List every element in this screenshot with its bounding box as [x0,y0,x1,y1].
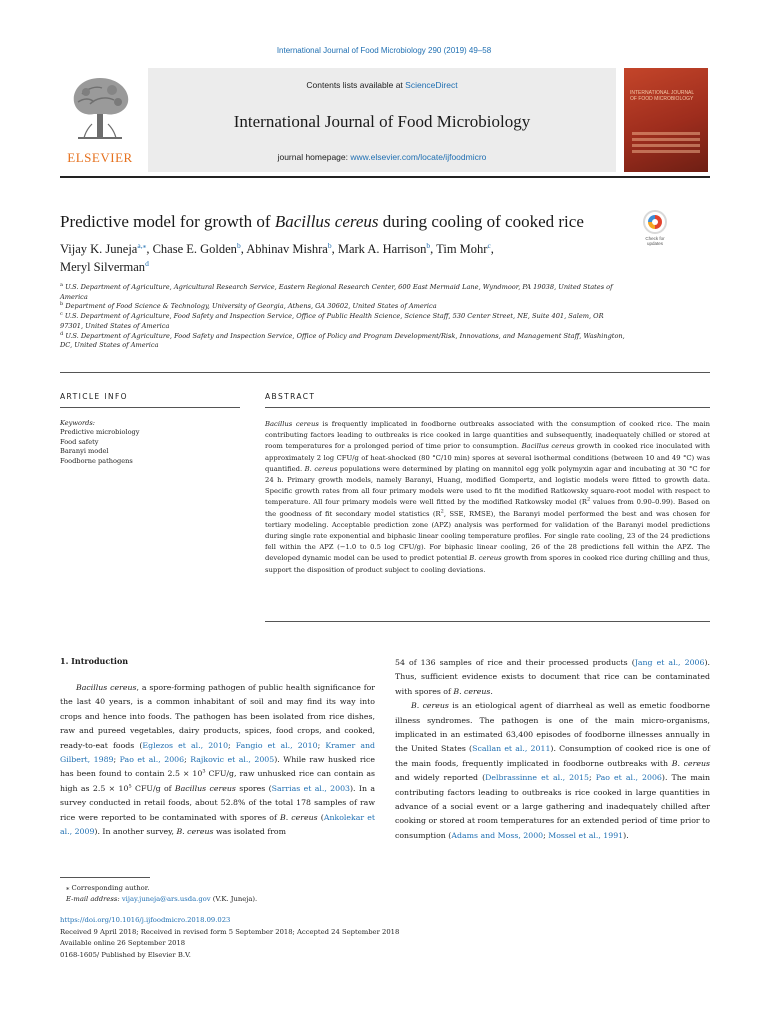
citation-link[interactable]: Pao et al., 2006 [595,773,662,783]
body-superscript: 3 [202,768,206,775]
body-span: ; [184,755,191,765]
article-info-heading: ARTICLE INFO [60,392,128,401]
author-name[interactable]: Mark A. Harrison [337,242,427,256]
abstract-span: growth in cooked rice inoculated with approximately 2 log CFU/g of heat-shocked (80 °C/10 min) spores at several isothermal conditions (between 10 and 49 °C) was quantified. [265,442,710,473]
received-dates: Received 9 April 2018; Received in revised form 5 September 2018; Accepted 24 September 2018 [60,927,400,936]
abstract-span: growth from spores in cooked rice during chilling and thus, support the disposition of product subject to cooling deviations. [265,554,710,574]
homepage-prefix: journal homepage: [277,152,351,162]
author-affiliation-mark[interactable]: c [487,240,491,250]
abstract-span: values from 0.90–0.99). Based on the goodness of fit secondary model statistics (R [265,498,710,518]
author-separator: , [331,242,338,256]
citation-link[interactable]: Adams and Moss, 2000 [451,830,544,840]
abstract-span: is frequently implicated in foodborne outbreaks associated with the consumption of cooked rice. The main contributing factors leading to outbreaks is rice cooked in large quantities and subsequently, inadequately chilled or stored at room temperatures for a prolonged period of time prior to consumption. [265,420,710,451]
body-superscript: 5 [128,783,132,790]
abstract-superscript: 2 [440,508,444,515]
affiliation-text: U.S. Department of Agriculture, Food Safety and Inspection Service, Office of Policy and Program Development/Risk, Innovations, and Management Staff, Washington, DC, United States of America [60,331,625,350]
journal-masthead [60,68,710,172]
body-italic: B. cereus [411,701,449,711]
author-separator: , [430,242,437,256]
affiliation-mark: d [60,330,64,337]
body-span: ). In a survey conducted in retail foods, about 52.8% of the total 178 samples of raw rice were reported to be contaminated with spores of [60,783,375,822]
body-span: ). [623,830,629,840]
citation-link[interactable]: Ankolekar et al., 2009 [60,812,375,837]
abstract-span: populations were determined by plating on mannitol egg yolk polymyxin agar and incubating at 30 °C for 24 h. Primary growth models, namely Baranyi, Huang, modified Gompertz, and logistic models were fitted to growth data. Specific growth rates from all four primary models were used to fit the modified Ratkowsky square-root model with respect to temperature. All four primary models were well fitted by the modified Ratkowsky model (R [265,464,710,507]
sciencedirect-link[interactable]: ScienceDirect [405,80,458,90]
journal-reference-link[interactable]: International Journal of Food Microbiology 290 (2019) 49–58 [276,46,492,55]
affiliation-item [60,302,625,312]
keyword-item: Foodborne pathogens [60,456,133,465]
footnotes [60,883,460,904]
title-part: Predictive model for growth of [60,212,275,231]
body-span: . [490,686,493,696]
copyright-line: 0168-1605/ Published by Elsevier B.V. [60,950,191,959]
article-title [60,212,640,232]
affiliation-mark: c [60,310,63,317]
body-span: ; [588,773,596,783]
intro-paragraph-2 [395,699,710,843]
keywords-label: Keywords: [60,419,95,427]
author-name[interactable]: Meryl Silverman [60,260,146,274]
email-note [60,894,460,905]
author-separator: , [490,242,494,256]
citation-link[interactable]: Pao et al., 2006 [119,755,185,765]
body-span: ). In another survey, [94,827,177,837]
masthead-divider [60,176,710,178]
author-list [60,240,650,276]
body-span: ; [228,740,236,750]
body-column-left [60,656,375,839]
body-span: ; [113,755,120,765]
corresponding-author-note: ⁎ Corresponding author. [66,884,150,892]
abstract-italic: Bacillus cereus [521,442,575,451]
elsevier-tree-icon [68,74,132,144]
affiliation-text: U.S. Department of Agriculture, Agricultural Research Service, Eastern Regional Research Center, 600 East Mermaid Lane, Wyndmoor, PA 19038, United States of America [60,283,613,301]
author-affiliation-mark[interactable]: b [236,240,241,250]
body-span: spores ( [235,783,272,793]
abstract-span: , SSE, RMSE), the Baranyi model performed the best and was chosen for tertiary modeling. Acceptable prediction zone (APZ) analysis was performed for validation of the Baranyi model predictions during single rate exponential and biphasic linear cooling temperature profiles. For single rate cooling, 23 of the 24 predictions fell within the APZ (−1.0 to 0.5 log CFU/g). For biphasic linear cooling, 26 of the 28 predictions fell within the APZ. The developed dynamic model can be used to predict potential [265,509,711,563]
author-name[interactable]: Chase E. Golden [152,242,237,256]
intro-paragraph-1 [60,681,375,839]
journal-title: International Journal of Food Microbiology [233,112,531,131]
citation-link[interactable]: Kramer and Gilbert, 1989 [60,740,376,765]
author-affiliation-mark[interactable]: b [426,240,431,250]
affiliation-item [60,312,625,331]
body-column-right [395,656,710,843]
affiliation-text: U.S. Department of Agriculture, Food Safety and Inspection Service, Office of Public Health Science, Science Staff, 530 Center Street, NE, Suite 401, Salem, OR 97301, United States of America [60,312,604,330]
section-heading-introduction: 1. Introduction [60,656,129,666]
author-affiliation-mark[interactable]: d [145,258,149,268]
abstract-italic: B. cereus [304,464,338,473]
body-span: CFU/g of [131,783,175,793]
journal-homepage-link[interactable]: www.elsevier.com/locate/ijfoodmicro [350,152,487,162]
check-for-updates-label: Check for updates [645,236,665,247]
author-separator: , [240,242,247,256]
abstract-superscript: 2 [586,497,591,504]
citation-link[interactable]: Mossel et al., 1991 [548,830,624,840]
body-span: 54 of 136 samples of rice and their processed products ( [395,658,635,667]
body-span: is an etiological agent of diarrheal as well as emetic foodborne illness syndromes. The pathogen is one of the main micro-organisms, implicated in an estimated 63,400 episodes of foodborne illnesses annually in the United States ( [395,701,710,754]
body-span: was isolated from [213,827,287,837]
elsevier-wordmark: ELSEVIER [67,150,133,165]
elsevier-logo[interactable] [60,68,140,168]
article-info-rule [60,407,240,408]
citation-link[interactable]: Jang et al., 2006 [634,658,705,667]
author-affiliation-mark[interactable]: b [327,240,332,250]
affiliation-mark: b [60,301,64,308]
title-organism: Bacillus cereus [274,212,379,231]
abstract-rule [265,407,710,408]
journal-cover-thumbnail[interactable] [624,68,708,172]
body-italic: Bacillus cereus [76,683,137,692]
contents-prefix: Contents lists available at [306,80,406,90]
body-span: ). Consumption of cooked rice is one of the main foods, frequently implicated in foodborne outbreaks with [395,744,711,768]
body-span: ). Thus, sufficient evidence exists to document that rice can be contaminated with spores of [395,658,710,696]
body-italic: B. cereus [453,686,491,696]
body-span: CFU/g, raw unhusked rice can contain as high as 2.5 × 10 [60,769,375,793]
author-name[interactable]: Abhinav Mishra [246,242,328,256]
affiliations [60,283,625,351]
abstract-heading: ABSTRACT [265,392,316,401]
body-span: ). While raw husked rice has been found to contain 2.5 × 10 [60,755,376,779]
body-span: ( [317,812,324,822]
citation-link[interactable]: Eglezos et al., 2010 [142,740,229,750]
author-name[interactable]: Tim Mohr [436,242,488,256]
doi-link[interactable]: https://doi.org/10.1016/j.ijfoodmicro.2018.09.023 [60,916,231,924]
keywords-block [60,419,230,466]
contents-availability [148,80,616,90]
citation-link[interactable]: Delbrassinne et al., 2015 [485,773,589,783]
body-span: and widely reported ( [395,773,486,783]
journal-homepage [148,152,616,162]
cover-title: INTERNATIONAL JOURNAL OF FOOD MICROBIOLOGY [630,90,694,102]
body-italic: Bacillus cereus [174,783,236,793]
abstract-italic: B. cereus [469,554,502,563]
body-span: ). The main contributing factors leading to outbreaks is rice cooked in large quantities in advance of a social event or a large gathering and inadequately chilled after cooking or stored at room temperatures for an extended period of time prior to consumption ( [395,773,710,840]
affiliation-item [60,283,625,302]
email-suffix: (V.K. Juneja). [210,894,258,903]
keyword-item: Food safety [60,437,99,446]
abstract-text [265,419,710,576]
publication-info [60,915,480,961]
body-italic: B. cereus [279,812,318,822]
body-italic: B. cereus [671,758,710,768]
masthead-banner [148,68,616,172]
keyword-item: Baranyi model [60,447,109,456]
email-label: E-mail address: [66,894,122,903]
author-name[interactable]: Vijay K. Juneja [60,242,138,256]
title-part: during cooling of cooked rice [378,212,584,231]
affiliation-text: Department of Food Science & Technology, University of Georgia, Athens, GA 30602, United States of America [65,302,437,311]
cover-decoration [632,132,700,162]
abstract-end-rule [265,621,710,622]
citation-link[interactable]: Scallan et al., 2011 [472,744,551,754]
author-separator: , [146,242,153,256]
crossmark-icon [643,210,667,234]
available-online-date: Available online 26 September 2018 [60,939,186,948]
body-span: , a spore-forming pathogen of public health significance for the last 40 years, is a common inhabitant of soil and may find its way into crops and hence into foods. The pathogen has been isolated from rice dishes, raw and pureed vegetables, dairy products, spices, food crops, and cooked, ready-to-eat foods ( [60,683,375,750]
intro-paragraph-1-continued [395,656,710,699]
citation-link[interactable]: Fangio et al., 2010 [235,740,318,750]
body-span: ; [317,740,326,750]
keyword-item: Predictive microbiology [60,428,140,437]
header-divider [60,372,710,373]
affiliation-mark: a [60,281,63,288]
body-italic: B. cereus [176,827,214,837]
author-affiliation-mark[interactable]: a,⁎ [137,240,147,250]
affiliation-item [60,332,625,351]
author-email-link[interactable]: vijay.juneja@ars.usda.gov [121,894,211,903]
citation-link[interactable]: Rajkovic et al., 2005 [190,755,275,765]
abstract-italic: Bacillus cereus [265,420,319,428]
citation-link[interactable]: Sarrias et al., 2003 [271,783,350,793]
body-span: ; [543,830,549,840]
footnote-divider [60,877,150,878]
